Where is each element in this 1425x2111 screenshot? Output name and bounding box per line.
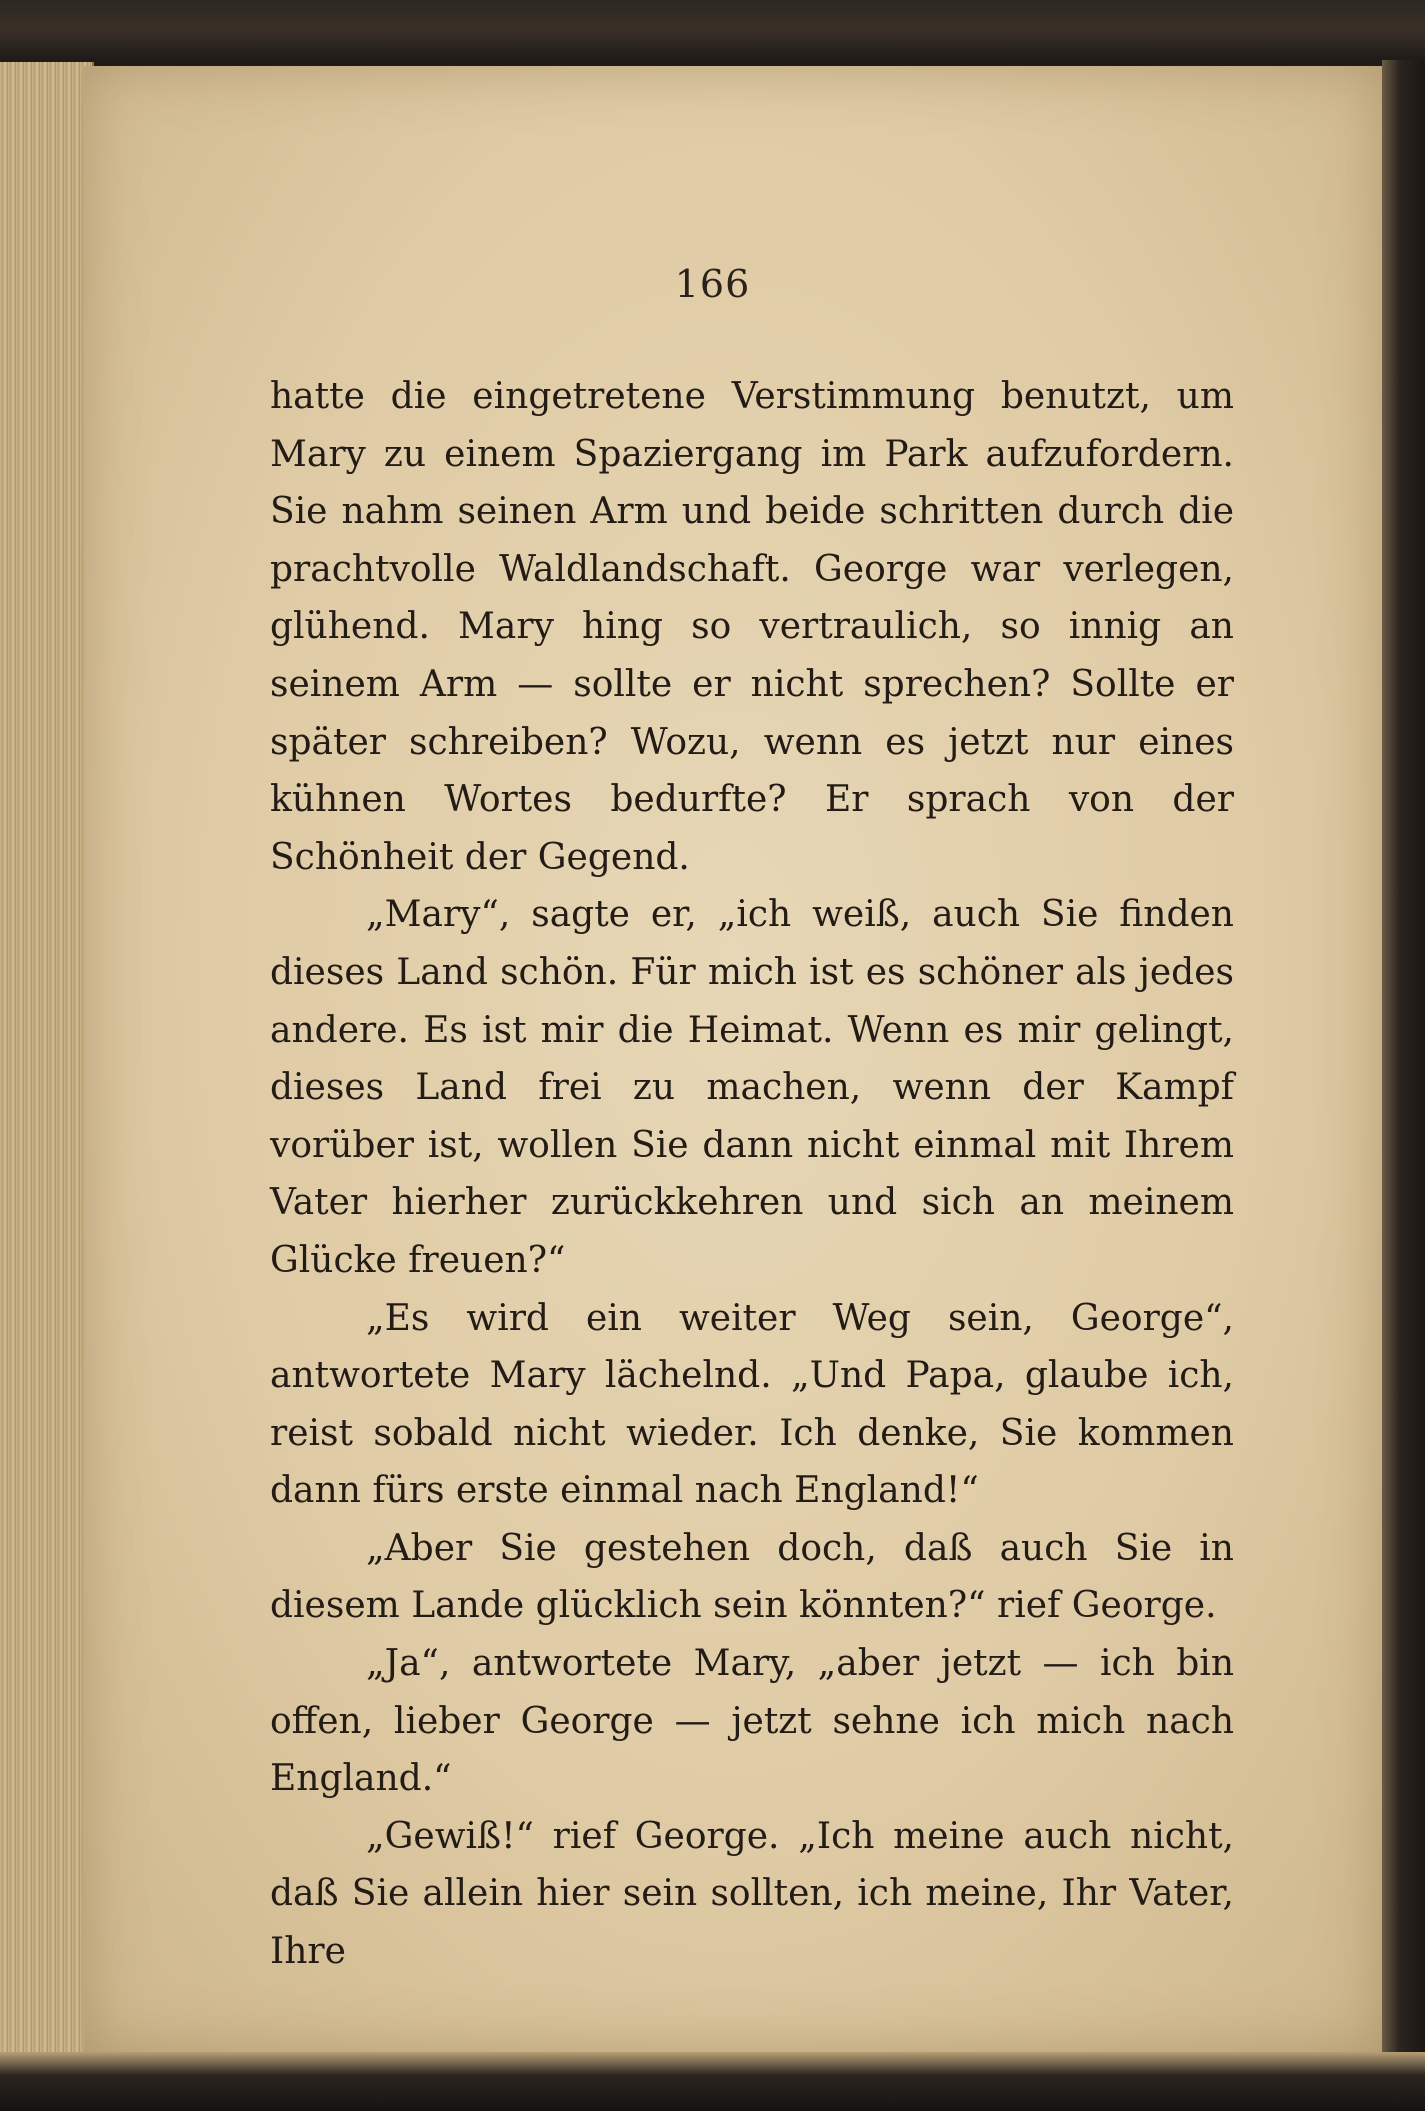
paragraph: „Gewiß!“ rief George. „Ich meine auch nicht, daß Sie allein hier sein sollten, ich meine, Ihr Vater, Ihre <box>270 1815 1234 1973</box>
page-number: 166 <box>674 262 751 306</box>
paragraph: „Aber Sie gestehen doch, daß auch Sie in diesem Lande glücklich sein könnten?“ rief George. <box>270 1527 1234 1627</box>
paragraph: „Mary“, sagte er, „ich weiß, auch Sie finden dieses Land schön. Für mich ist es schöner als jedes andere. Es ist mir die Heimat. Wenn es mir gelingt, dieses Land frei zu machen, wenn der Kampf vorüber ist, wollen Sie dann nicht einmal mit Ihrem Vater hierher zurückkehren und sich an meinem Glücke freuen?“ <box>270 894 1234 1281</box>
book-bottom-edge <box>0 2052 1425 2111</box>
body-text <box>270 368 1234 1981</box>
book-gutter <box>1382 60 1425 2055</box>
paragraph: hatte die eingetretene Verstimmung benutzt, um Mary zu einem Spaziergang im Park aufzufordern. Sie nahm seinen Arm und beide schritten durch die prachtvolle Waldlandschaft. George war verlegen, glühend. Mary hing so vertraulich, so innig an seinem Arm — sollte er nicht sprechen? Sollte er später schreiben? Wozu, wenn es jetzt nur eines kühnen Wortes bedurfte? Er sprach von der Schönheit der Gegend. <box>270 376 1234 878</box>
page-stack-edge <box>0 62 94 2057</box>
paragraph: „Ja“, antwortete Mary, „aber jetzt — ich bin offen, lieber George — jetzt sehne ich mich nach England.“ <box>270 1643 1234 1800</box>
paragraph: „Es wird ein weiter Weg sein, George“, antwortete Mary lächelnd. „Und Papa, glaube ich, reist sobald nicht wieder. Ich denke, Sie kommen dann fürs erste einmal nach England!“ <box>270 1297 1234 1512</box>
